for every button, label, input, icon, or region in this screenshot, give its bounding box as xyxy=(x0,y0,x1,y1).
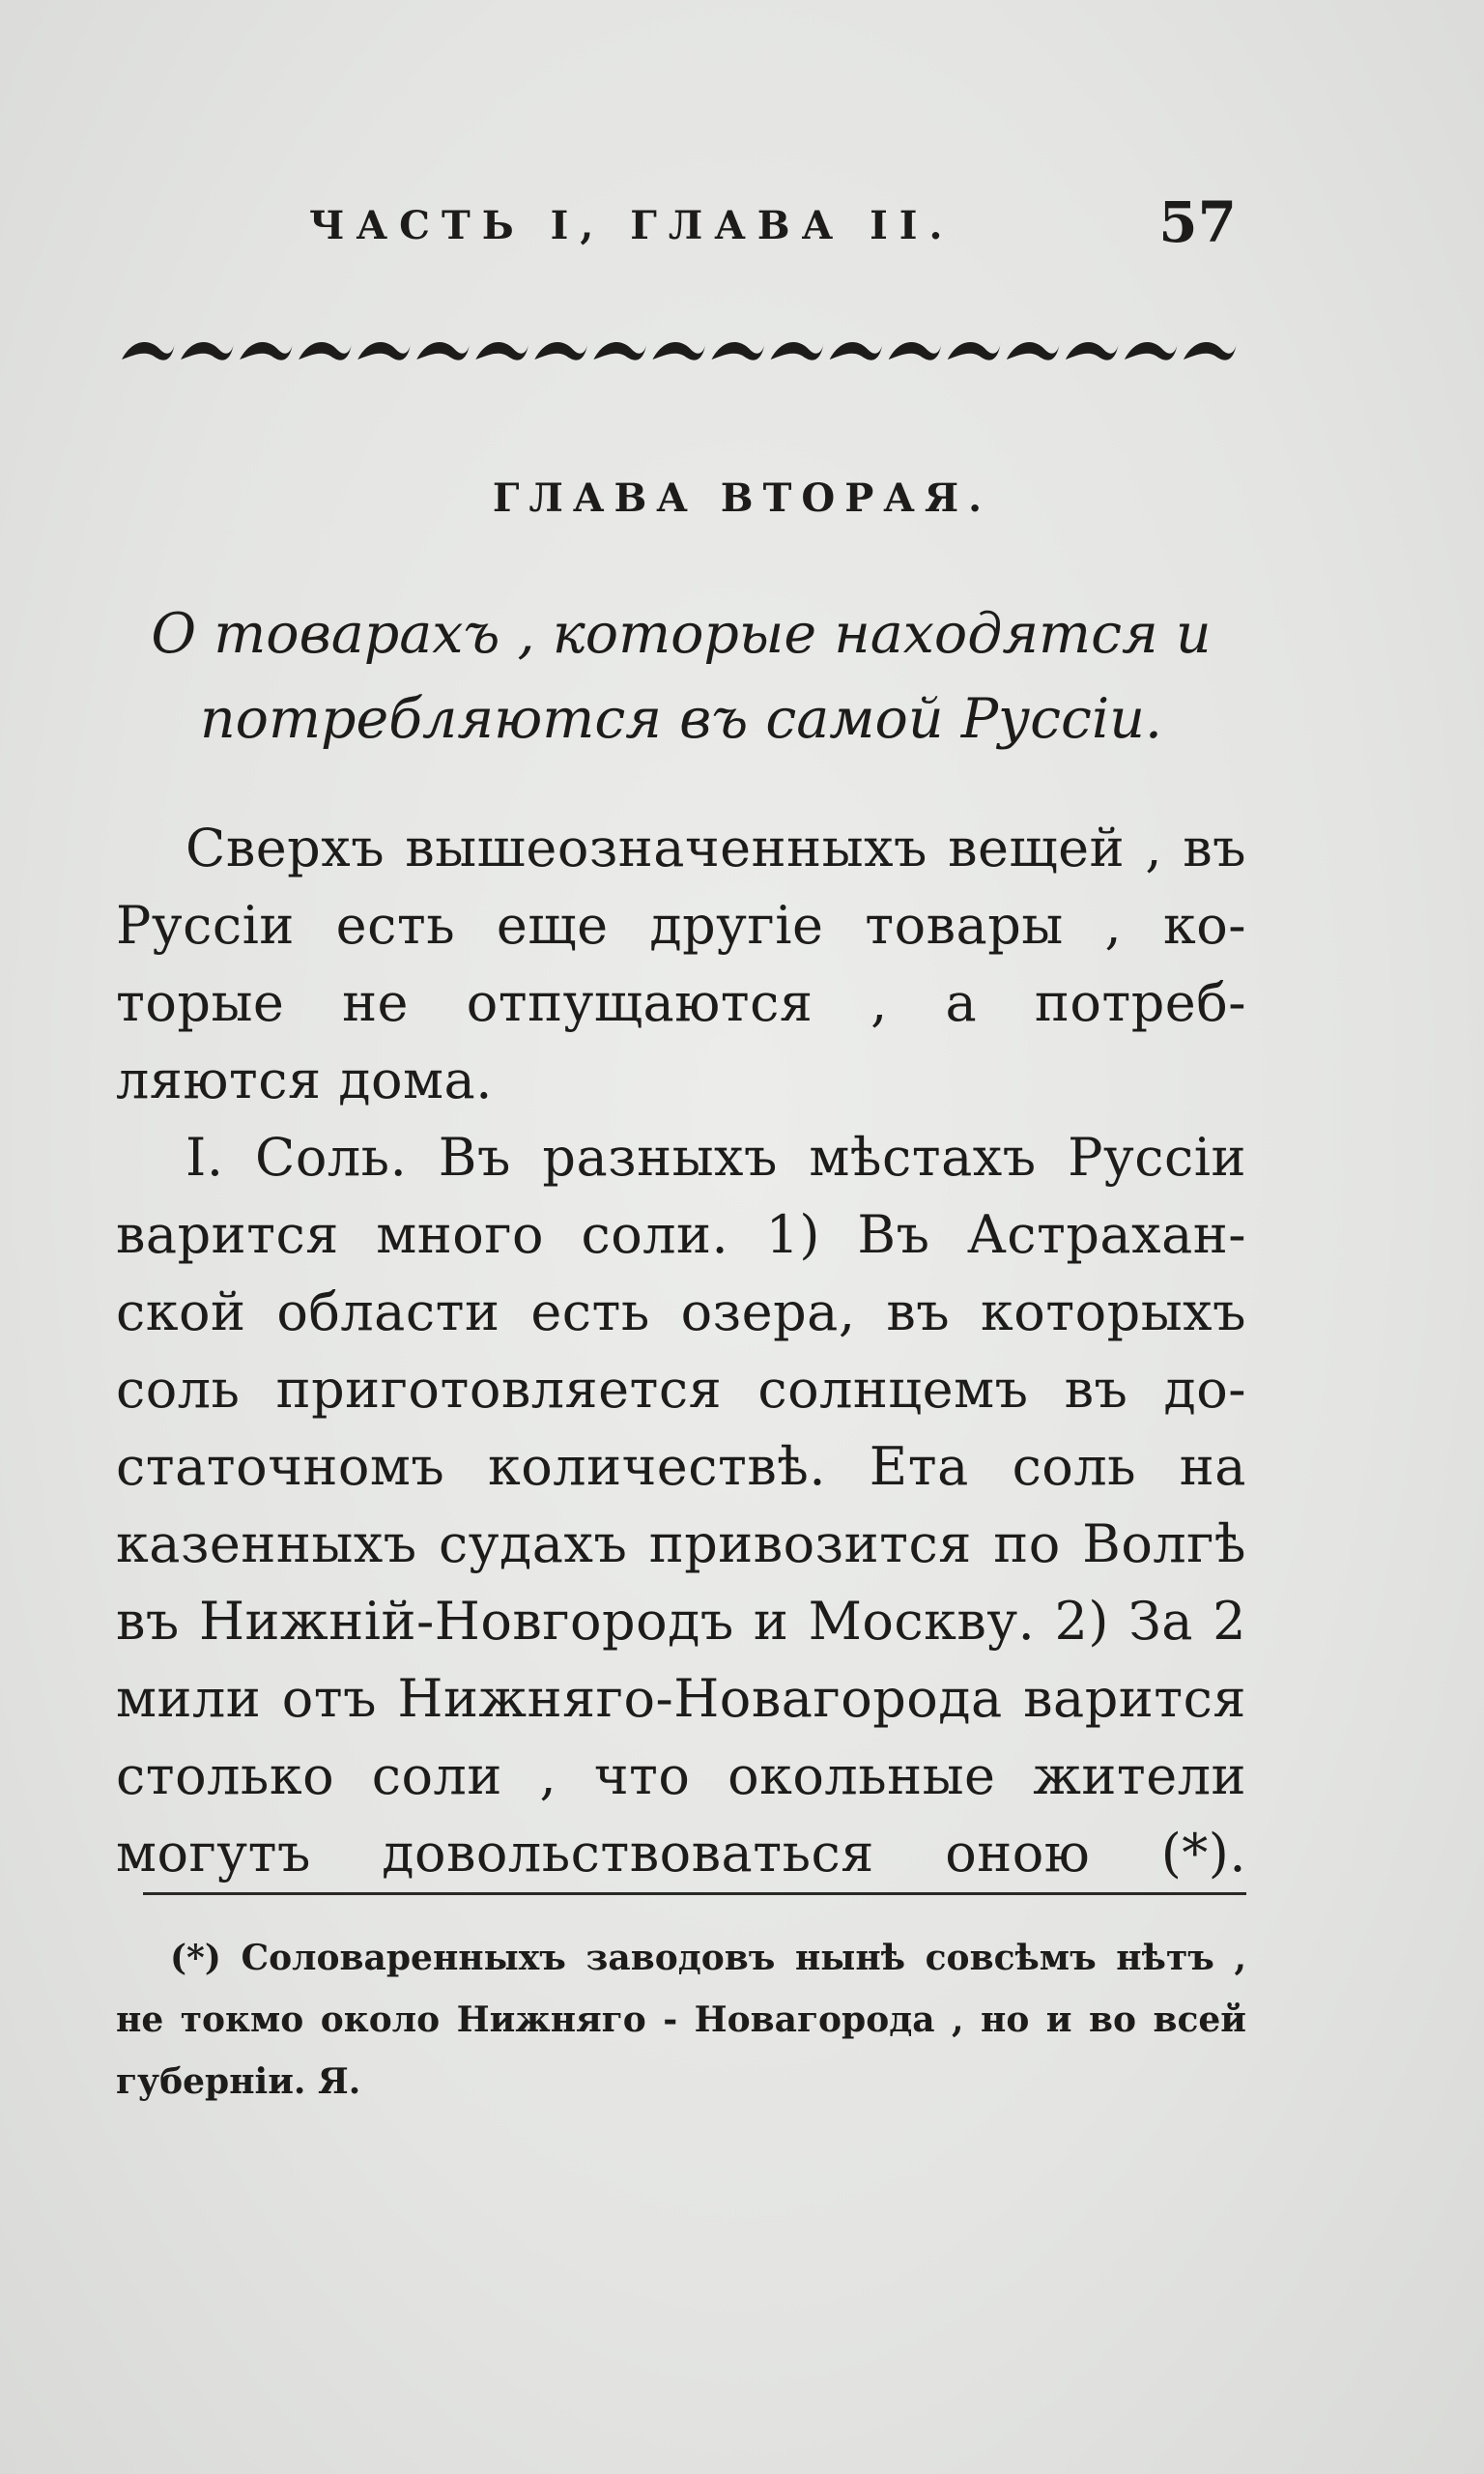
ornament-segment xyxy=(1125,342,1178,360)
text-line: ляются дома. xyxy=(116,1050,493,1110)
ornament-segment xyxy=(534,342,587,360)
ornament-segment xyxy=(652,342,705,360)
ornament-segment xyxy=(830,342,883,360)
text-line: соль приготовляется солнцемъ въ до- xyxy=(116,1359,1246,1420)
ornament-segment xyxy=(181,342,234,360)
text-line: казенныхъ судахъ привозится по Волгѣ xyxy=(116,1513,1246,1574)
ornament-segment xyxy=(1184,342,1237,360)
ornament-segment xyxy=(1007,342,1060,360)
chapter-heading: ГЛАВА ВТОРАЯ. xyxy=(492,475,992,521)
footnote-rule xyxy=(143,1892,1246,1895)
ornament-segment xyxy=(299,342,352,360)
text-line: I. Соль. Въ разныхъ мѣстахъ Руссіи xyxy=(186,1127,1246,1188)
footnote xyxy=(116,1927,1246,2113)
chapter-subtitle xyxy=(116,591,1246,762)
ornament-segment xyxy=(475,342,528,360)
ornament-segment xyxy=(593,342,646,360)
text-line: ской области есть озера, въ которыхъ xyxy=(116,1281,1246,1342)
text-line: Руссіи есть еще другіе товары , ко- xyxy=(116,895,1246,956)
footnote-line: губерніи. Я. xyxy=(116,2061,361,2102)
page-number: 57 xyxy=(1158,189,1237,255)
text-line: торые не отпущаются , а потреб- xyxy=(116,972,1246,1033)
text-line: мили отъ Нижняго-Новагорода варится xyxy=(116,1668,1246,1729)
ornament-segment xyxy=(416,342,470,360)
ornamental-divider xyxy=(118,327,1239,375)
footnote-line: (*) Соловаренныхъ заводовъ нынѣ совсѣмъ нѣтъ , xyxy=(170,1938,1246,1978)
text-line: могутъ довольствоваться оною (*). xyxy=(116,1823,1246,1884)
text-line: въ Нижній-Новгородъ и Москву. 2) За 2 xyxy=(116,1591,1246,1652)
ornament-segment xyxy=(357,342,411,360)
subtitle-line: потребляются въ самой Руссіи. xyxy=(199,687,1163,751)
ornament-segment xyxy=(771,342,824,360)
ornament-segment xyxy=(948,342,1001,360)
text-line: варится много соли. 1) Въ Астрахан- xyxy=(116,1204,1246,1265)
ornament-segment xyxy=(712,342,765,360)
running-head: ЧАСТЬ I, ГЛАВА II. xyxy=(309,203,955,248)
ornament-segment xyxy=(122,342,175,360)
ornament-segment xyxy=(889,342,942,360)
footnote-line: не токмо около Нижняго - Новагорода , но и во всей xyxy=(116,1999,1246,2040)
text-line: столько соли , что окольные жители xyxy=(116,1745,1246,1806)
ornament-segment xyxy=(1066,342,1119,360)
page-header xyxy=(309,189,1237,267)
subtitle-line: О товарахъ , которые находятся и xyxy=(151,602,1212,666)
text-line: статочномъ количествѣ. Ета соль на xyxy=(116,1436,1246,1497)
text-line: Сверхъ вышеозначенныхъ вещей , въ xyxy=(186,818,1246,878)
body-text xyxy=(116,810,1246,1892)
ornament-segment xyxy=(240,342,293,360)
